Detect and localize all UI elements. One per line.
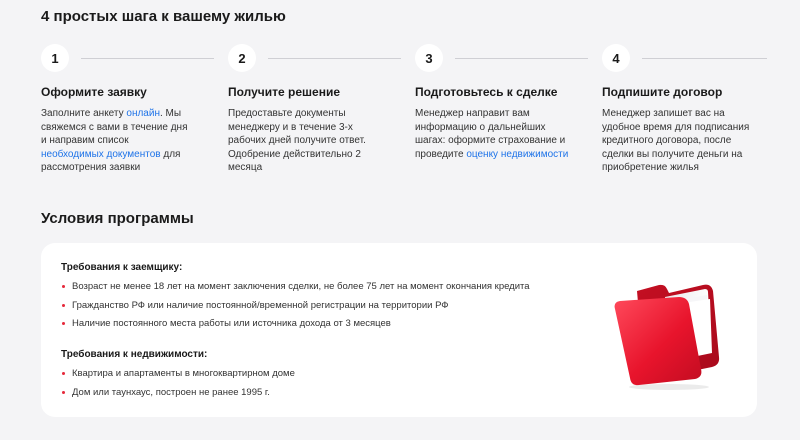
list-item-text: Возраст не менее 18 лет на момент заключения сделки, не более 75 лет на момент окончания кредита xyxy=(72,281,530,292)
bullet-icon xyxy=(62,322,65,325)
step-connector-line xyxy=(81,58,214,59)
property-requirements-title: Требования к недвижимости: xyxy=(61,349,208,360)
property-valuation-link[interactable]: оценку недвижимости xyxy=(466,148,569,160)
list-item xyxy=(61,281,530,293)
step-2 xyxy=(228,44,406,175)
bullet-icon xyxy=(62,391,65,394)
step-number: 1 xyxy=(41,44,69,72)
step-title: Подготовьтесь к сделке xyxy=(415,85,558,99)
conditions-section-title: Условия программы xyxy=(41,210,194,227)
list-item xyxy=(61,368,295,380)
step-text-part: для рассмотрения заявки xyxy=(41,148,181,173)
steps-section-title: 4 простых шага к вашему жилью xyxy=(41,8,286,25)
bullet-icon xyxy=(62,372,65,375)
step-description xyxy=(415,107,575,161)
list-item xyxy=(61,318,530,330)
list-item-text: Наличие постоянного места работы или источника дохода от 3 месяцев xyxy=(72,318,391,329)
property-requirements-list xyxy=(61,368,295,399)
red-folder-with-documents-icon xyxy=(607,273,727,393)
property-requirements xyxy=(61,349,295,405)
list-item xyxy=(61,300,530,312)
bullet-icon xyxy=(62,304,65,307)
borrower-requirements-list xyxy=(61,281,530,330)
step-4 xyxy=(602,44,780,175)
step-3 xyxy=(415,44,593,161)
step-number: 4 xyxy=(602,44,630,72)
step-text-part: . Мы свяжемся с вами в течение дня и направим список xyxy=(41,108,188,146)
step-connector-line xyxy=(642,58,767,59)
conditions-card xyxy=(41,243,757,417)
list-item-text: Гражданство РФ или наличие постоянной/временной регистрации на территории РФ xyxy=(72,299,449,311)
step-connector-line xyxy=(455,58,588,59)
online-link[interactable]: онлайн xyxy=(126,108,160,119)
required-documents-link[interactable]: необходимых документов xyxy=(41,148,161,160)
list-item xyxy=(61,387,295,399)
list-item-text: Дом или таунхаус, построен не ранее 1995 г. xyxy=(72,386,270,398)
step-title: Оформите заявку xyxy=(41,85,147,99)
borrower-requirements xyxy=(61,262,530,337)
step-connector-line xyxy=(268,58,401,59)
step-text-part: Менеджер направит вам информацию о дальнейших шагах: оформите страхование и проведите xyxy=(415,108,566,160)
step-number: 3 xyxy=(415,44,443,72)
step-text-part: Заполните анкету xyxy=(41,108,127,119)
step-title: Получите решение xyxy=(228,85,341,99)
step-description xyxy=(41,107,191,175)
borrower-requirements-title: Требования к заемщику: xyxy=(61,262,183,273)
bullet-icon xyxy=(62,285,65,288)
step-description: Предоставьте документы менеджеру и в течение 3-х рабочих дней получите ответ. Одобрение действительно 2 месяца xyxy=(228,108,366,173)
step-description: Менеджер запишет вас на удобное время для подписания кредитного договора, после сделки вы получите деньги на приобретение жилья xyxy=(602,108,750,173)
step-number: 2 xyxy=(228,44,256,72)
steps-row xyxy=(41,44,761,194)
step-title: Подпишите договор xyxy=(602,85,723,99)
list-item-text: Квартира и апартаменты в многоквартирном доме xyxy=(72,368,295,379)
step-1 xyxy=(41,44,219,175)
